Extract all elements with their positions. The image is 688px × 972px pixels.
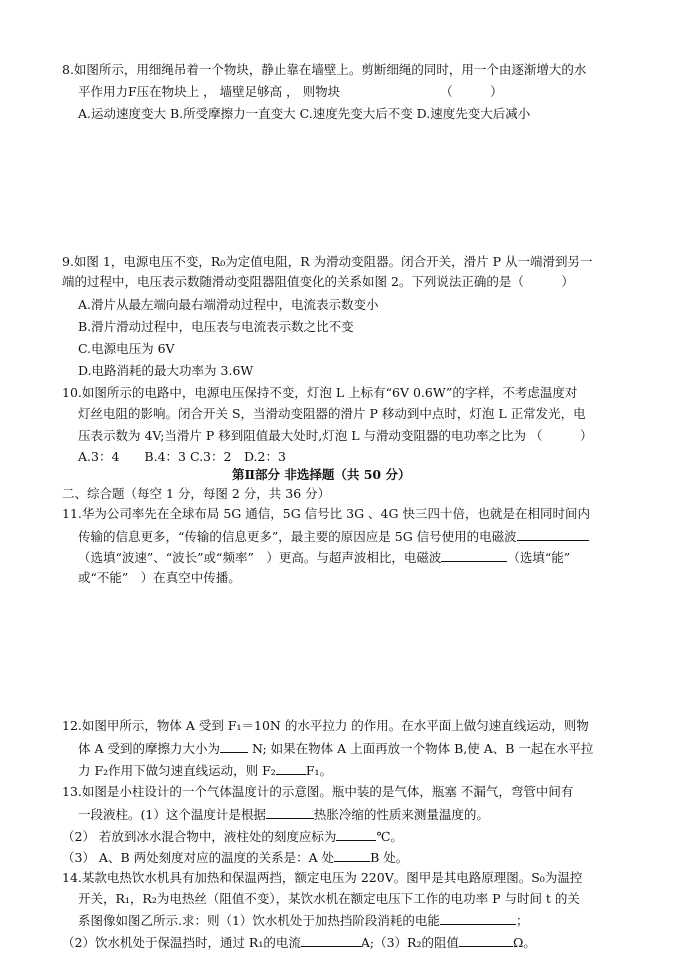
q14-blank-1[interactable] bbox=[440, 912, 516, 925]
q14-line-1: 14.某款电热饮水机具有加热和保温两挡，额定电压为 220V。图甲是其电路原理图。S₀为温控 bbox=[62, 870, 583, 885]
q11-stem-3b: （选填“能” bbox=[507, 550, 571, 565]
q10-options: A.3：4 B.4：3 C.3：2 D.2：3 bbox=[78, 449, 286, 464]
q12-line-2 bbox=[78, 740, 593, 757]
q14-line-2: 开关，R₁，R₂为电热丝（阻值不变），某饮水机在额定电压下工作的电功率 P 与时间 t 的关 bbox=[78, 891, 580, 906]
q13-line-2 bbox=[78, 806, 489, 823]
q14-stem-3b: ； bbox=[515, 913, 529, 928]
q13-stem-3b: ℃。 bbox=[376, 829, 403, 844]
q8-line-2 bbox=[78, 84, 503, 100]
q12-blank-1[interactable] bbox=[220, 740, 248, 753]
q11-stem-2: 传输的信息更多，“传输的信息更多”，最主要的原因应是 5G 信号使用的电磁波 bbox=[78, 529, 517, 544]
q8-stem: 平作用力F压在物块上 ， 墙壁足够高 ， 则物块 bbox=[78, 84, 341, 99]
q13-stem-2b: 热胀冷缩的性质来测量温度的。 bbox=[313, 807, 489, 822]
q8-answer-paren: （ ） bbox=[440, 84, 503, 99]
q13-stem-4b: B 处。 bbox=[370, 850, 409, 865]
q12-stem-3b: F₁。 bbox=[305, 763, 333, 778]
q14-stem-3a: 系图像如图乙所示.求：则（1）饮水机处于加热挡阶段消耗的电能 bbox=[78, 913, 440, 928]
q13-line-3 bbox=[62, 828, 403, 845]
q13-line-1: 13.如图是小柱设计的一个气体温度计的示意图。瓶中装的是气体，瓶塞 不漏气，弯管中间有 bbox=[62, 784, 574, 799]
q12-line-3 bbox=[78, 762, 332, 779]
q13-blank-1[interactable] bbox=[266, 806, 314, 819]
q12-line-1: 12.如图甲所示，物体 A 受到 F₁＝10N 的水平拉力 的作用。在水平面上做匀速直线运动，则物 bbox=[62, 718, 589, 733]
q13-blank-3[interactable] bbox=[334, 849, 370, 862]
q11-blank-1[interactable] bbox=[517, 528, 589, 541]
q14-blank-3[interactable] bbox=[459, 934, 513, 947]
q9-option-a: A.滑片从最左端向最右端滑动过程中，电流表示数变小 bbox=[78, 297, 379, 312]
q11-blank-2[interactable] bbox=[441, 549, 507, 562]
q12-stem-3a: 力 F₂作用下做匀速直线运动，则 F₂ bbox=[78, 763, 276, 778]
q14-line-4 bbox=[62, 934, 536, 951]
q9-line-2: 端的过程中，电压表示数随滑动变阻器阻值变化的关系如图 2。下列说法正确的是（ ） bbox=[62, 274, 574, 289]
q11-line-3 bbox=[78, 549, 570, 566]
q11-stem-3: （选填“波速”、“波长”或“频率” ）更高。与超声波相比，电磁波 bbox=[78, 550, 442, 565]
q10-line-2: 灯丝电阻的影响。闭合开关 S，当滑动变阻器的滑片 P 移动到中点时，灯泡 L 正常发光，电 bbox=[78, 406, 586, 421]
q14-blank-2[interactable] bbox=[301, 934, 361, 947]
q9-option-b: B.滑片滑动过程中，电压表与电流表示数之比不变 bbox=[78, 319, 354, 334]
q10-line-3: 压表示数为 4V;当滑片 P 移到阻值最大处时,灯泡 L 与滑动变阻器的电功率之比为 （ ） bbox=[78, 428, 593, 443]
q14-stem-4b: A;（3）R₂的阻值 bbox=[360, 935, 459, 950]
q11-line-2 bbox=[78, 528, 589, 545]
q11-line-4: 或“不能” ）在真空中传播。 bbox=[78, 570, 241, 585]
q13-stem-4a: （3） A、B 两处刻度对应的温度的关系是：A 处 bbox=[62, 850, 335, 865]
q8-line-1: 8.如图所示，用细绳吊着一个物块，静止靠在墙壁上。剪断细绳的同时，用一个由逐渐增大的水 bbox=[62, 62, 587, 77]
q13-line-4 bbox=[62, 849, 408, 866]
q12-stem-2a: 体 A 受到的摩擦力大小为 bbox=[78, 741, 220, 756]
q10-line-1: 10.如图所示的电路中，电源电压保持不变，灯泡 L 上标有“6V 0.6W”的字样，不考虑温度对 bbox=[62, 385, 578, 400]
section-2-heading: 二、综合题（每空 1 分，每图 2 分，共 36 分） bbox=[62, 486, 331, 501]
q14-line-3 bbox=[78, 912, 528, 929]
q13-blank-2[interactable] bbox=[336, 828, 376, 841]
q13-stem-2a: 一段液柱。(1）这个温度计是根据 bbox=[78, 807, 266, 822]
q9-option-c: C.电源电压为 6V bbox=[78, 341, 175, 356]
q9-option-d: D.电路消耗的最大功率为 3.6W bbox=[78, 363, 254, 378]
q12-stem-2b: N; 如果在物体 A 上面再放一个物体 B,使 A、B 一起在水平拉 bbox=[251, 741, 594, 756]
q11-line-1: 11.华为公司率先在全球布局 5G 通信，5G 信号比 3G 、4G 快三四十倍，也就是在相同时间内 bbox=[62, 506, 590, 521]
q8-options: A.运动速度变大 B.所受摩擦力一直变大 C.速度先变大后不变 D.速度先变大后减小 bbox=[78, 106, 531, 121]
q14-stem-4a: （2）饮水机处于保温挡时，通过 R₁的电流 bbox=[62, 935, 301, 950]
q14-stem-4c: Ω。 bbox=[512, 935, 536, 950]
q12-blank-2[interactable] bbox=[276, 762, 306, 775]
part-2-title: 第Ⅱ部分 非选择题（共 50 分） bbox=[232, 467, 411, 482]
q13-stem-3a: （2） 若放到冰水混合物中，液柱处的刻度应标为 bbox=[62, 829, 337, 844]
q9-line-1: 9.如图 1，电源电压不变，R₀为定值电阻，R 为滑动变阻器。闭合开关，滑片 P 从一端滑到另一 bbox=[62, 254, 593, 269]
